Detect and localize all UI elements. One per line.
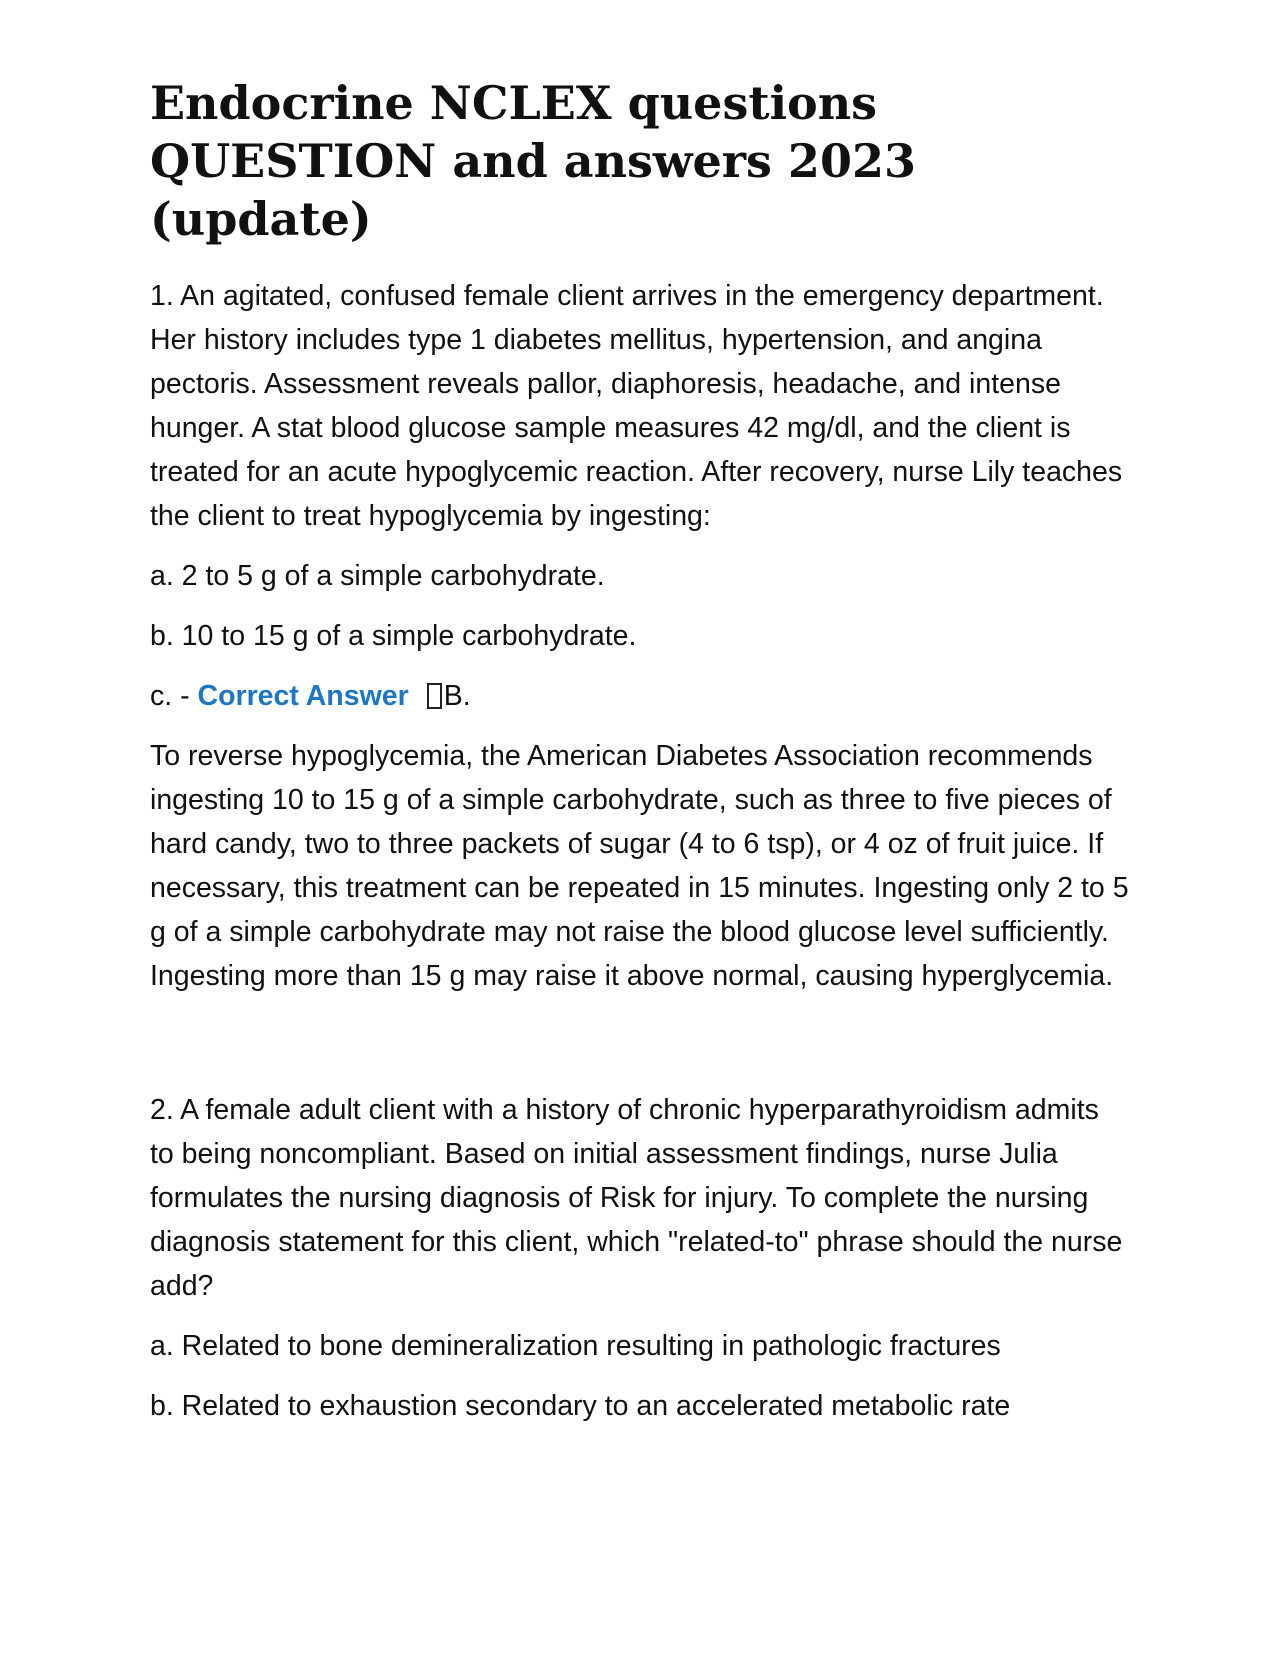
question-2-option-b: b. Related to exhaustion secondary to an accelerated metabolic rate [150, 1390, 1011, 1422]
correct-answer-value: B. [443, 680, 471, 712]
question-1-stem: 1. An agitated, confused female client arrives in the emergency department. Her history includes type 1 diabetes mellitus, hypertension, and angina pectoris. Assessment reveals pallor, diaphoresis, headache, and intense hunger. A stat blood glucose sample measures 42 mg/dl, and the client is treated for an acute hypoglycemic reaction. After recovery, nurse Lily teaches the client to treat hypoglycemia by ingesting: [150, 280, 1123, 532]
correct-answer-label: Correct Answer [197, 680, 409, 712]
question-1-rationale: To reverse hypoglycemia, the American Diabetes Association recommends ingesting 10 to 15 g of a simple carbohydrate, such as three to five pieces of hard candy, two to three packets of sugar (4 to 6 tsp), or 4 oz of fruit juice. If necessary, this treatment can be repeated in 15 minutes. Ingesting only 2 to 5 g of a simple carbohydrate may not raise the blood glucose level sufficiently. Ingesting more than 15 g may raise it above normal, causing hyperglycemia. [150, 740, 1129, 992]
document-title: Endocrine NCLEX questions QUESTION and answers 2023 (update) [150, 76, 916, 246]
option-c-prefix: c. - [150, 680, 198, 712]
question-1-option-a: a. 2 to 5 g of a simple carbohydrate. [150, 560, 605, 592]
question-1-option-c [150, 674, 1130, 718]
question-1-option-b: b. 10 to 15 g of a simple carbohydrate. [150, 620, 637, 652]
missing-glyph-icon [427, 683, 442, 709]
question-2-option-a: a. Related to bone demineralization resulting in pathologic fractures [150, 1330, 1001, 1362]
section-spacer [150, 1014, 1130, 1088]
document-page [150, 74, 1130, 1444]
question-2-stem: 2. A female adult client with a history of chronic hyperparathyroidism admits to being noncompliant. Based on initial assessment findings, nurse Julia formulates the nursing diagnosis of Risk for injury. To complete the nursing diagnosis statement for this client, which "related-to" phrase should the nurse add? [150, 1094, 1123, 1302]
